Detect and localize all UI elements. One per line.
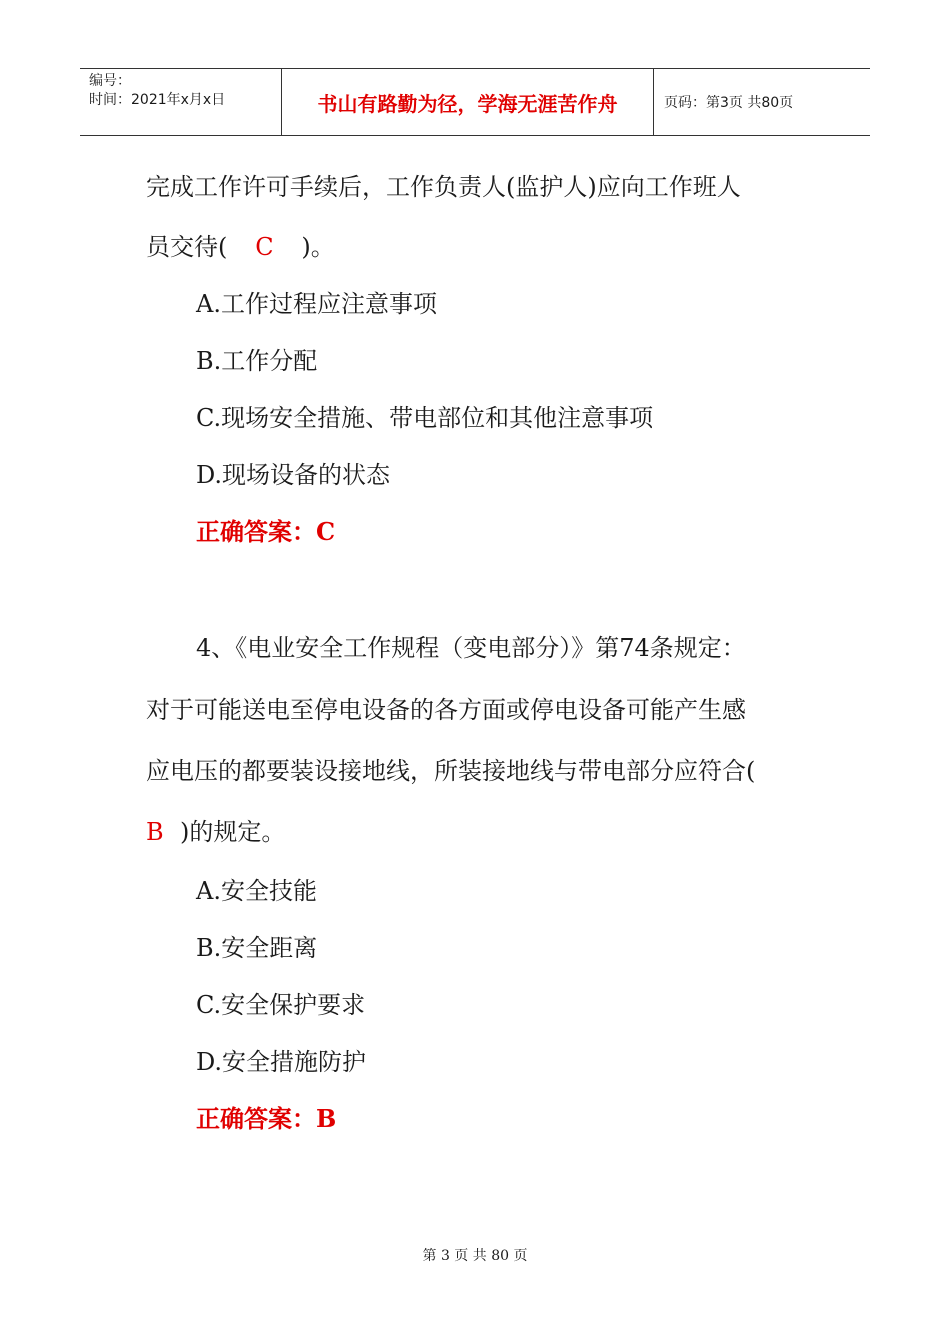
header-motto: 书山有路勤为径，学海无涯苦作舟 xyxy=(282,69,654,135)
page-footer: 第 3 页 共 80 页 xyxy=(422,1248,528,1264)
q3-option-b: B.工作分配 xyxy=(196,347,318,375)
q3-option-d: D.现场设备的状态 xyxy=(196,461,391,489)
q3-correct-answer: 正确答案：C xyxy=(196,517,336,546)
q3-stem-line1: 完成工作许可手续后，工作负责人(监护人)应向工作班人 xyxy=(146,173,741,201)
q3-stem-post: )。 xyxy=(301,233,335,261)
q4-stem-line3: 应电压的都要装设接地线，所装接地线与带电部分应符合( xyxy=(146,757,756,785)
q4-stem-line4 xyxy=(146,817,285,847)
q3-option-a: A.工作过程应注意事项 xyxy=(196,290,437,318)
q4-stem-line1: 4、《电业安全工作规程（变电部分）》第74条规定： xyxy=(196,634,746,662)
q4-option-c: C.安全保护要求 xyxy=(196,991,366,1019)
header-meta xyxy=(80,69,282,135)
q3-stem-answer: C xyxy=(255,233,274,261)
q4-stem-answer: B xyxy=(146,818,164,846)
q4-stem-post: )的规定。 xyxy=(180,818,286,846)
q4-option-d: D.安全措施防护 xyxy=(196,1048,367,1076)
q4-option-b: B.安全距离 xyxy=(196,934,318,962)
q3-stem-pre: 员交待( xyxy=(146,233,228,261)
q3-stem-line2 xyxy=(146,232,335,262)
page-header xyxy=(80,68,870,136)
q4-stem-line2: 对于可能送电至停电设备的各方面或停电设备可能产生感 xyxy=(146,696,746,724)
header-page-info: 页码：第3页 共80页 xyxy=(664,95,794,111)
q4-option-a: A.安全技能 xyxy=(196,877,317,905)
q3-option-c: C.现场安全措施、带电部位和其他注意事项 xyxy=(196,404,654,432)
q4-correct-answer: 正确答案：B xyxy=(196,1104,337,1133)
number-label: 编号： xyxy=(89,73,131,89)
time-label: 时间：2021年x月x日 xyxy=(89,92,226,108)
